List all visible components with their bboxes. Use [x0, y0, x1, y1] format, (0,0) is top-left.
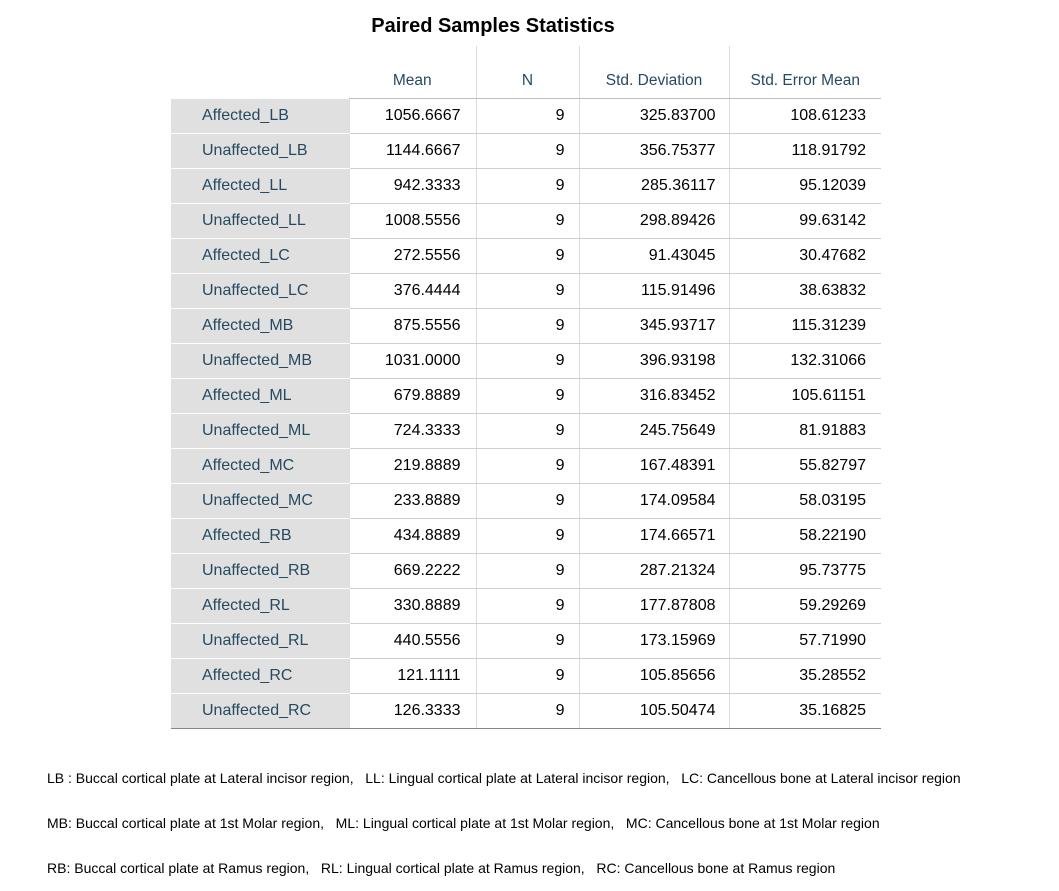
cell-mean: 233.8889 [349, 484, 476, 519]
column-header-std-error-mean: Std. Error Mean [729, 46, 881, 99]
cell-mean: 669.2222 [349, 554, 476, 589]
row-label: Unaffected_LC [171, 274, 349, 309]
cell-std-error-mean: 30.47682 [729, 239, 881, 274]
cell-n: 9 [476, 134, 579, 169]
cell-mean: 942.3333 [349, 169, 476, 204]
cell-n: 9 [476, 239, 579, 274]
cell-n: 9 [476, 624, 579, 659]
cell-std-deviation: 316.83452 [579, 379, 729, 414]
cell-n: 9 [476, 554, 579, 589]
cell-n: 9 [476, 589, 579, 624]
cell-n: 9 [476, 659, 579, 694]
cell-std-error-mean: 95.12039 [729, 169, 881, 204]
table-row [171, 659, 881, 694]
column-header-mean: Mean [349, 46, 476, 99]
cell-std-deviation: 174.66571 [579, 519, 729, 554]
column-header-std-deviation: Std. Deviation [579, 46, 729, 99]
row-label: Affected_MB [171, 309, 349, 344]
cell-n: 9 [476, 204, 579, 239]
cell-std-error-mean: 115.31239 [729, 309, 881, 344]
row-label: Unaffected_LL [171, 204, 349, 239]
cell-n: 9 [476, 449, 579, 484]
cell-mean: 121.1111 [349, 659, 476, 694]
cell-mean: 1008.5556 [349, 204, 476, 239]
cell-std-deviation: 177.87808 [579, 589, 729, 624]
table-title: Paired Samples Statistics [371, 15, 615, 37]
cell-std-deviation: 105.85656 [579, 659, 729, 694]
row-label: Unaffected_RB [171, 554, 349, 589]
cell-n: 9 [476, 484, 579, 519]
row-label: Unaffected_MC [171, 484, 349, 519]
row-label: Affected_ML [171, 379, 349, 414]
table-row [171, 99, 881, 134]
table-row [171, 589, 881, 624]
cell-mean: 434.8889 [349, 519, 476, 554]
cell-std-deviation: 245.75649 [579, 414, 729, 449]
cell-n: 9 [476, 694, 579, 729]
row-label: Affected_MC [171, 449, 349, 484]
corner-header [171, 46, 349, 99]
row-label: Affected_LC [171, 239, 349, 274]
table-row [171, 239, 881, 274]
cell-std-deviation: 174.09584 [579, 484, 729, 519]
cell-std-deviation: 345.93717 [579, 309, 729, 344]
cell-std-deviation: 115.91496 [579, 274, 729, 309]
cell-mean: 272.5556 [349, 239, 476, 274]
cell-std-deviation: 325.83700 [579, 99, 729, 134]
row-label: Affected_RC [171, 659, 349, 694]
cell-std-error-mean: 35.16825 [729, 694, 881, 729]
cell-std-deviation: 356.75377 [579, 134, 729, 169]
cell-std-error-mean: 58.03195 [729, 484, 881, 519]
cell-std-error-mean: 38.63832 [729, 274, 881, 309]
cell-std-error-mean: 55.82797 [729, 449, 881, 484]
table-row [171, 519, 881, 554]
footnote-line: MB: Buccal cortical plate at 1st Molar region, ML: Lingual cortical plate at 1st Molar region, MC: Cancellous bone at 1st Molar region [47, 815, 880, 831]
cell-mean: 679.8889 [349, 379, 476, 414]
cell-n: 9 [476, 379, 579, 414]
cell-mean: 1144.6667 [349, 134, 476, 169]
header-row [171, 46, 881, 99]
table-row [171, 204, 881, 239]
cell-mean: 376.4444 [349, 274, 476, 309]
cell-std-deviation: 105.50474 [579, 694, 729, 729]
footnote-line: RB: Buccal cortical plate at Ramus region, RL: Lingual cortical plate at Ramus region, RC: Cancellous bone at Ramus region [47, 860, 836, 876]
cell-n: 9 [476, 309, 579, 344]
cell-std-deviation: 298.89426 [579, 204, 729, 239]
cell-mean: 440.5556 [349, 624, 476, 659]
table-row [171, 449, 881, 484]
cell-std-error-mean: 95.73775 [729, 554, 881, 589]
row-label: Affected_LB [171, 99, 349, 134]
paired-samples-statistics-table [171, 46, 881, 729]
cell-mean: 126.3333 [349, 694, 476, 729]
cell-std-error-mean: 57.71990 [729, 624, 881, 659]
table-row [171, 169, 881, 204]
cell-std-deviation: 173.15969 [579, 624, 729, 659]
cell-std-error-mean: 59.29269 [729, 589, 881, 624]
cell-mean: 219.8889 [349, 449, 476, 484]
cell-std-deviation: 285.36117 [579, 169, 729, 204]
row-label: Unaffected_ML [171, 414, 349, 449]
cell-std-deviation: 287.21324 [579, 554, 729, 589]
footnotes [47, 741, 961, 891]
table-row [171, 344, 881, 379]
footnote-line: LB : Buccal cortical plate at Lateral incisor region, LL: Lingual cortical plate at Lateral incisor region, LC: Cancellous bone at Lateral incisor region [47, 770, 961, 786]
table-row [171, 624, 881, 659]
table-row [171, 694, 881, 729]
table-row [171, 309, 881, 344]
cell-std-error-mean: 132.31066 [729, 344, 881, 379]
cell-std-error-mean: 108.61233 [729, 99, 881, 134]
table-row [171, 134, 881, 169]
cell-mean: 1056.6667 [349, 99, 476, 134]
cell-n: 9 [476, 519, 579, 554]
row-label: Unaffected_RL [171, 624, 349, 659]
table-row [171, 554, 881, 589]
cell-n: 9 [476, 344, 579, 379]
cell-mean: 330.8889 [349, 589, 476, 624]
cell-std-deviation: 396.93198 [579, 344, 729, 379]
cell-mean: 724.3333 [349, 414, 476, 449]
table-row [171, 484, 881, 519]
cell-std-error-mean: 35.28552 [729, 659, 881, 694]
row-label: Affected_LL [171, 169, 349, 204]
row-label: Affected_RB [171, 519, 349, 554]
row-label: Affected_RL [171, 589, 349, 624]
cell-std-error-mean: 105.61151 [729, 379, 881, 414]
cell-std-error-mean: 118.91792 [729, 134, 881, 169]
cell-n: 9 [476, 414, 579, 449]
cell-n: 9 [476, 169, 579, 204]
table-row [171, 274, 881, 309]
row-label: Unaffected_LB [171, 134, 349, 169]
cell-std-error-mean: 81.91883 [729, 414, 881, 449]
cell-std-deviation: 91.43045 [579, 239, 729, 274]
cell-std-error-mean: 99.63142 [729, 204, 881, 239]
cell-mean: 1031.0000 [349, 344, 476, 379]
table-body [171, 99, 881, 729]
row-label: Unaffected_RC [171, 694, 349, 729]
cell-mean: 875.5556 [349, 309, 476, 344]
cell-std-error-mean: 58.22190 [729, 519, 881, 554]
cell-n: 9 [476, 99, 579, 134]
cell-n: 9 [476, 274, 579, 309]
row-label: Unaffected_MB [171, 344, 349, 379]
column-header-n: N [476, 46, 579, 99]
cell-std-deviation: 167.48391 [579, 449, 729, 484]
table-row [171, 414, 881, 449]
table-row [171, 379, 881, 414]
